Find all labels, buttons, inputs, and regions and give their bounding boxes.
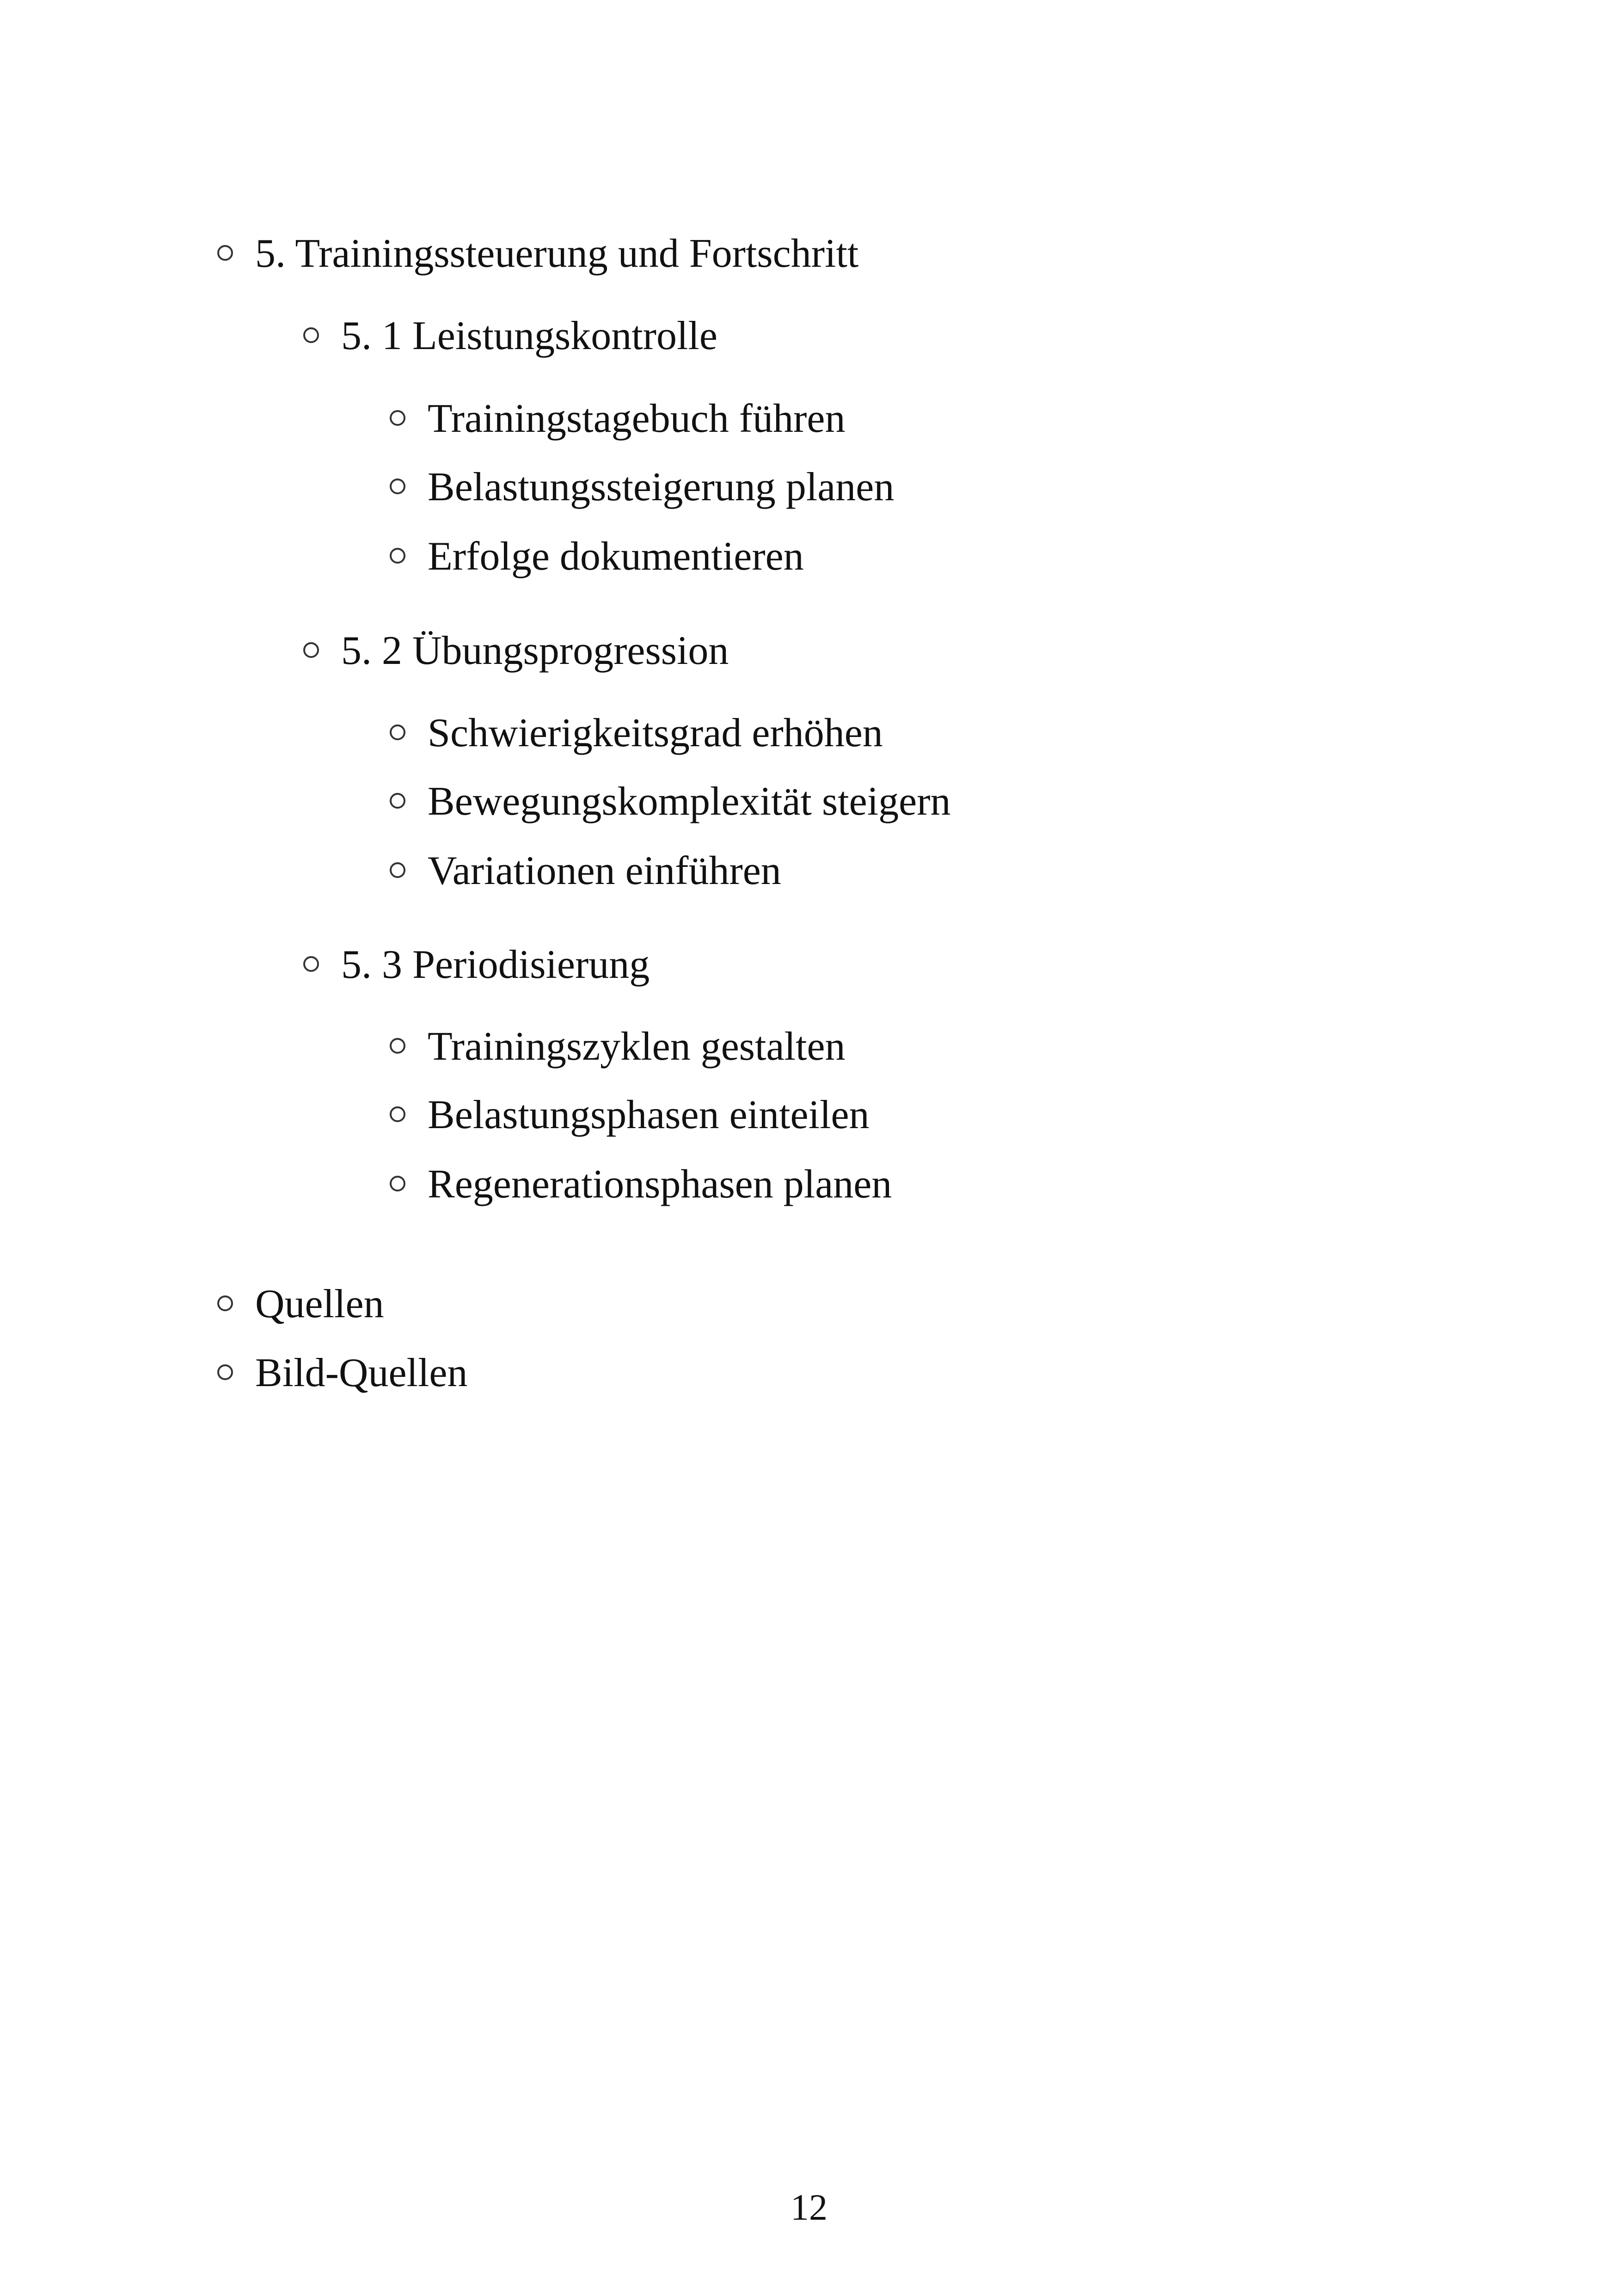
outline-item-section-5-3 — [303, 942, 650, 987]
outline-item — [390, 848, 781, 893]
outline-item-text: Schwierigkeitsgrad erhöhen — [428, 711, 883, 755]
outline-item-section-5-1 — [303, 313, 717, 358]
outline-item — [390, 467, 894, 508]
circle-bullet-icon — [303, 327, 319, 343]
outline-item — [390, 1164, 892, 1205]
outline-item — [390, 1095, 870, 1136]
outline-item-section-5 — [217, 233, 858, 274]
page-number: 12 — [791, 2187, 827, 2228]
outline-item — [390, 781, 951, 822]
outline-item-text: 5. 2 Übungsprogression — [341, 628, 729, 673]
outline-item — [390, 1026, 846, 1067]
outline-item-text: Erfolge dokumentieren — [428, 534, 804, 579]
outline-item-section-5-2 — [303, 628, 729, 673]
outline-item-text: Belastungssteigerung planen — [428, 465, 895, 510]
outline-item-text: Regenerationsphasen planen — [428, 1162, 892, 1207]
outline-item-text: 5. 3 Periodisierung — [341, 942, 650, 987]
outline-item-sources — [217, 1284, 384, 1325]
outline-item-text: Trainingszyklen gestalten — [428, 1024, 846, 1069]
circle-bullet-icon — [390, 793, 405, 809]
circle-bullet-icon — [390, 724, 405, 740]
circle-bullet-icon — [390, 479, 405, 494]
circle-bullet-icon — [390, 548, 405, 564]
outline-item-text: Variationen einführen — [428, 848, 781, 893]
outline-item — [390, 536, 804, 577]
outline-item-text: 5. 1 Leistungskontrolle — [341, 313, 717, 358]
circle-bullet-icon — [390, 1038, 405, 1054]
circle-bullet-icon — [217, 1364, 233, 1380]
outline-item-text: 5. Trainingssteuerung und Fortschritt — [255, 231, 859, 276]
outline-item-text: Bewegungskomplexität steigern — [428, 779, 951, 824]
outline-item-image-sources — [217, 1353, 467, 1394]
circle-bullet-icon — [303, 642, 319, 658]
circle-bullet-icon — [390, 1106, 405, 1122]
outline-item-text: Trainingstagebuch führen — [428, 396, 846, 441]
outline-item-text: Quellen — [255, 1282, 384, 1326]
circle-bullet-icon — [390, 862, 405, 878]
outline-item — [390, 396, 846, 441]
circle-bullet-icon — [217, 1295, 233, 1311]
circle-bullet-icon — [217, 245, 233, 261]
circle-bullet-icon — [390, 1176, 405, 1191]
outline-item-text: Belastungsphasen einteilen — [428, 1093, 870, 1137]
outline-item — [390, 713, 883, 754]
circle-bullet-icon — [390, 410, 405, 426]
circle-bullet-icon — [303, 956, 319, 972]
outline-item-text: Bild-Quellen — [255, 1351, 468, 1395]
